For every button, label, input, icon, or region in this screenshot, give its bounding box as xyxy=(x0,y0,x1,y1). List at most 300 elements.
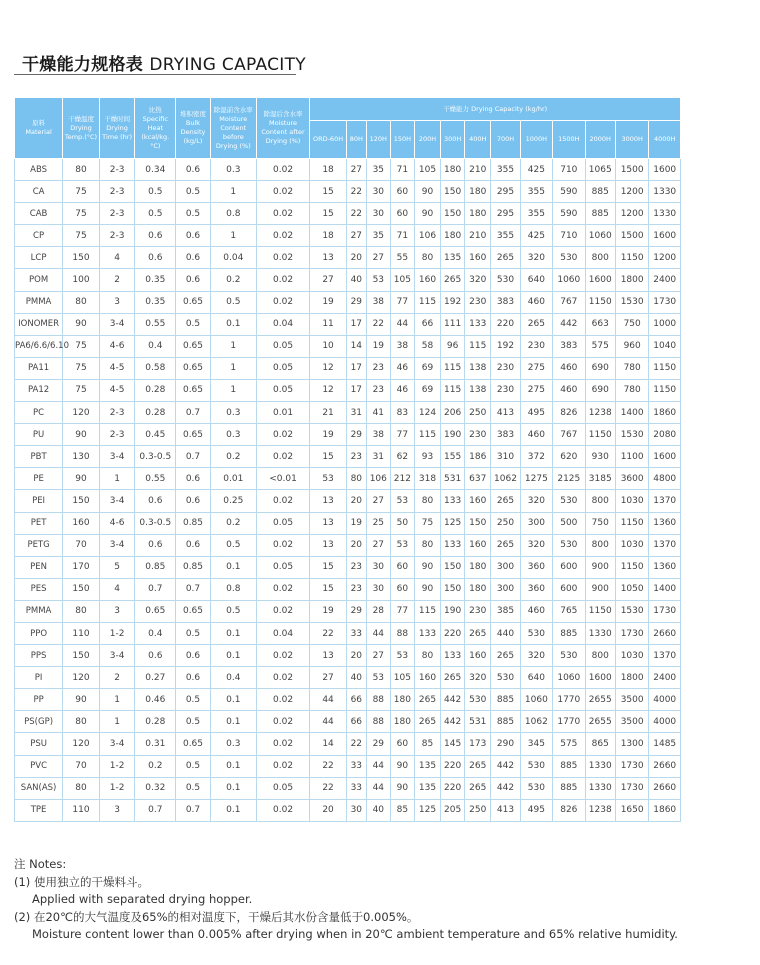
table-cell: 530 xyxy=(520,755,552,777)
table-cell: 885 xyxy=(553,622,585,644)
table-cell: 0.28 xyxy=(135,379,176,401)
table-cell: 0.8 xyxy=(210,203,256,225)
table-cell: 383 xyxy=(553,335,585,357)
table-cell: 66 xyxy=(346,689,366,711)
table-cell: 320 xyxy=(520,247,552,269)
table-cell: 180 xyxy=(441,225,465,247)
table-cell: 190 xyxy=(441,424,465,446)
table-cell: 210 xyxy=(465,225,491,247)
table-cell: 96 xyxy=(441,335,465,357)
table-row xyxy=(15,181,681,203)
table-cell: 80 xyxy=(63,777,100,799)
table-cell: 0.04 xyxy=(256,313,309,335)
table-cell: 30 xyxy=(366,556,390,578)
table-cell: 30 xyxy=(346,799,366,821)
table-cell: 2400 xyxy=(649,667,681,689)
table-cell: 160 xyxy=(63,512,100,534)
header-moisture-after: 除湿后含水率 Moisture Content after Drying (%) xyxy=(256,98,309,159)
table-cell: 265 xyxy=(491,645,520,667)
table-cell: 0.3 xyxy=(210,424,256,446)
table-cell: 38 xyxy=(390,335,414,357)
table-cell: 22 xyxy=(310,777,347,799)
table-cell: 1330 xyxy=(585,622,615,644)
table-cell: 20 xyxy=(346,490,366,512)
table-cell: 77 xyxy=(390,600,414,622)
table-cell: 0.05 xyxy=(256,556,309,578)
table-cell: 160 xyxy=(414,667,440,689)
table-cell: 150 xyxy=(441,578,465,600)
header-model: 120H xyxy=(366,121,390,159)
table-cell: 20 xyxy=(346,534,366,556)
table-cell: 460 xyxy=(520,424,552,446)
table-cell: 13 xyxy=(310,645,347,667)
table-cell: 1330 xyxy=(649,181,681,203)
table-cell: 1062 xyxy=(520,711,552,733)
table-cell: 160 xyxy=(465,645,491,667)
table-cell: 2655 xyxy=(585,689,615,711)
table-row xyxy=(15,446,681,468)
table-cell: 1500 xyxy=(615,225,649,247)
table-cell: 4 xyxy=(99,247,135,269)
table-cell: 90 xyxy=(414,556,440,578)
table-cell: 360 xyxy=(520,556,552,578)
table-cell: 0.05 xyxy=(256,512,309,534)
table-cell: 0.7 xyxy=(176,446,211,468)
table-cell: 23 xyxy=(366,379,390,401)
table-cell: 2-3 xyxy=(99,402,135,424)
table-cell: 29 xyxy=(346,291,366,313)
table-cell: 0.5 xyxy=(176,777,211,799)
table-cell: 2400 xyxy=(649,269,681,291)
table-cell: 220 xyxy=(441,622,465,644)
table-cell: 0.02 xyxy=(256,181,309,203)
header-specific-heat: 比热 Specific Heat (kcal/kg.°C) xyxy=(135,98,176,159)
table-cell: 130 xyxy=(63,446,100,468)
table-cell: 1530 xyxy=(615,291,649,313)
material-cell: PMMA xyxy=(15,291,63,313)
table-cell: 80 xyxy=(414,247,440,269)
table-cell: 0.6 xyxy=(176,645,211,667)
table-cell: 530 xyxy=(491,667,520,689)
table-cell: 425 xyxy=(520,225,552,247)
table-cell: 88 xyxy=(366,689,390,711)
table-cell: 355 xyxy=(491,225,520,247)
table-row xyxy=(15,622,681,644)
material-cell: PI xyxy=(15,667,63,689)
table-cell: 690 xyxy=(585,379,615,401)
table-cell: 106 xyxy=(414,225,440,247)
table-cell: 1650 xyxy=(615,799,649,821)
table-cell: 1730 xyxy=(615,777,649,799)
table-cell: 640 xyxy=(520,269,552,291)
table-cell: 1065 xyxy=(585,159,615,181)
table-cell: 180 xyxy=(465,578,491,600)
table-cell: 3600 xyxy=(615,468,649,490)
material-cell: LCP xyxy=(15,247,63,269)
table-cell: 0.5 xyxy=(176,181,211,203)
table-cell: 0.8 xyxy=(210,578,256,600)
table-cell: 0.02 xyxy=(256,159,309,181)
table-cell: 75 xyxy=(63,379,100,401)
table-cell: 320 xyxy=(520,490,552,512)
table-cell: 442 xyxy=(441,689,465,711)
table-cell: 1-2 xyxy=(99,777,135,799)
table-cell: 1730 xyxy=(615,622,649,644)
table-cell: 460 xyxy=(553,379,585,401)
table-cell: 0.28 xyxy=(135,402,176,424)
material-cell: PPO xyxy=(15,622,63,644)
table-cell: 75 xyxy=(63,357,100,379)
material-cell: PES xyxy=(15,578,63,600)
table-cell: 138 xyxy=(465,379,491,401)
header-drying-time: 干燥时间 Drying Time (hr) xyxy=(99,98,135,159)
table-cell: 210 xyxy=(465,159,491,181)
table-cell: 885 xyxy=(585,203,615,225)
table-cell: 155 xyxy=(441,446,465,468)
table-cell: 1050 xyxy=(615,578,649,600)
table-cell: 250 xyxy=(491,512,520,534)
table-cell: 275 xyxy=(520,357,552,379)
table-cell: 80 xyxy=(63,291,100,313)
table-cell: 865 xyxy=(585,733,615,755)
table-cell: 205 xyxy=(441,799,465,821)
table-cell: 0.01 xyxy=(256,402,309,424)
table-cell: 0.6 xyxy=(176,247,211,269)
table-cell: 383 xyxy=(491,291,520,313)
table-cell: 750 xyxy=(585,512,615,534)
table-cell: 150 xyxy=(441,181,465,203)
table-cell: 3 xyxy=(99,291,135,313)
table-cell: 19 xyxy=(346,512,366,534)
drying-capacity-table xyxy=(14,97,681,822)
table-cell: 27 xyxy=(310,667,347,689)
table-cell: 1330 xyxy=(649,203,681,225)
table-cell: 75 xyxy=(63,181,100,203)
table-cell: 600 xyxy=(553,578,585,600)
table-cell: 0.35 xyxy=(135,269,176,291)
table-cell: 27 xyxy=(346,225,366,247)
table-cell: 530 xyxy=(553,645,585,667)
table-cell: 115 xyxy=(441,357,465,379)
table-cell: 2 xyxy=(99,667,135,689)
table-cell: 460 xyxy=(520,600,552,622)
table-cell: 1400 xyxy=(615,402,649,424)
table-cell: 90 xyxy=(390,777,414,799)
table-cell: 0.1 xyxy=(210,711,256,733)
table-cell: 230 xyxy=(491,379,520,401)
table-cell: 1 xyxy=(99,468,135,490)
table-cell: 1030 xyxy=(615,645,649,667)
table-cell: 15 xyxy=(310,203,347,225)
table-cell: 1800 xyxy=(615,667,649,689)
table-body xyxy=(15,159,681,822)
table-cell: 1730 xyxy=(649,600,681,622)
table-cell: 1060 xyxy=(553,667,585,689)
table-cell: 1060 xyxy=(520,689,552,711)
material-cell: PMMA xyxy=(15,600,63,622)
table-cell: 442 xyxy=(491,777,520,799)
table-cell: 460 xyxy=(553,357,585,379)
table-cell: 0.2 xyxy=(210,512,256,534)
note-2-en: Moisture content lower than 0.005% after drying when in 20℃ ambient temperature and 65% relative humidity. xyxy=(32,927,678,941)
table-cell: 14 xyxy=(346,335,366,357)
table-cell: 0.01 xyxy=(210,468,256,490)
table-cell: 1360 xyxy=(649,556,681,578)
table-cell: 106 xyxy=(366,468,390,490)
table-cell: 133 xyxy=(441,490,465,512)
table-cell: 1 xyxy=(210,379,256,401)
table-cell: 1330 xyxy=(585,755,615,777)
table-cell: 135 xyxy=(414,777,440,799)
table-cell: 442 xyxy=(491,755,520,777)
header-model: 1500H xyxy=(553,121,585,159)
table-cell: 1860 xyxy=(649,799,681,821)
table-cell: 1-2 xyxy=(99,622,135,644)
table-cell: 0.02 xyxy=(256,291,309,313)
material-cell: PBT xyxy=(15,446,63,468)
table-cell: 28 xyxy=(366,600,390,622)
material-cell: CP xyxy=(15,225,63,247)
table-cell: 800 xyxy=(585,490,615,512)
material-cell: SAN(AS) xyxy=(15,777,63,799)
table-cell: 1600 xyxy=(649,446,681,468)
table-cell: 0.7 xyxy=(135,578,176,600)
table-cell: 1238 xyxy=(585,799,615,821)
table-cell: 0.5 xyxy=(176,313,211,335)
table-cell: 0.65 xyxy=(176,733,211,755)
table-cell: 800 xyxy=(585,247,615,269)
table-cell: 1600 xyxy=(649,225,681,247)
table-cell: 1150 xyxy=(585,291,615,313)
table-cell: 27 xyxy=(366,490,390,512)
table-cell: 1360 xyxy=(649,512,681,534)
material-cell: IONOMER xyxy=(15,313,63,335)
table-cell: 1600 xyxy=(585,667,615,689)
table-cell: 690 xyxy=(585,357,615,379)
table-cell: 90 xyxy=(390,755,414,777)
table-cell: 0.65 xyxy=(176,600,211,622)
table-cell: 575 xyxy=(585,335,615,357)
table-cell: 150 xyxy=(465,512,491,534)
table-cell: 66 xyxy=(346,711,366,733)
table-cell: 265 xyxy=(491,534,520,556)
table-cell: 0.65 xyxy=(135,600,176,622)
table-cell: 90 xyxy=(414,578,440,600)
table-cell: 115 xyxy=(414,600,440,622)
table-cell: 413 xyxy=(491,799,520,821)
table-cell: 17 xyxy=(346,313,366,335)
table-cell: 1300 xyxy=(615,733,649,755)
table-cell: 826 xyxy=(553,402,585,424)
table-cell: 15 xyxy=(310,578,347,600)
table-cell: 27 xyxy=(366,645,390,667)
table-cell: 0.3 xyxy=(210,159,256,181)
table-cell: 0.7 xyxy=(176,578,211,600)
table-cell: 138 xyxy=(465,357,491,379)
table-cell: 120 xyxy=(63,667,100,689)
table-cell: 383 xyxy=(491,424,520,446)
title-zh: 干燥能力规格表 xyxy=(22,55,144,75)
table-cell: 0.5 xyxy=(176,622,211,644)
table-cell: 0.02 xyxy=(256,711,309,733)
table-cell: 1 xyxy=(210,181,256,203)
table-cell: 88 xyxy=(390,622,414,644)
table-cell: 0.02 xyxy=(256,667,309,689)
table-cell: 1370 xyxy=(649,534,681,556)
table-cell: 4-6 xyxy=(99,335,135,357)
table-cell: 637 xyxy=(465,468,491,490)
table-cell: 150 xyxy=(63,645,100,667)
table-cell: 530 xyxy=(465,689,491,711)
note-1-en: Applied with separated drying hopper. xyxy=(32,892,253,906)
table-cell: 23 xyxy=(366,357,390,379)
table-cell: 88 xyxy=(366,711,390,733)
table-cell: 0.1 xyxy=(210,799,256,821)
table-cell: 885 xyxy=(491,689,520,711)
table-cell: 80 xyxy=(414,534,440,556)
table-cell: 440 xyxy=(491,622,520,644)
table-cell: 135 xyxy=(414,755,440,777)
material-cell: PE xyxy=(15,468,63,490)
note-2-zh: (2) 在20℃的大气温度及65%的相对温度下，干燥后其水份含量低于0.005%。 xyxy=(14,909,419,924)
table-cell: 62 xyxy=(390,446,414,468)
table-cell: 15 xyxy=(310,556,347,578)
table-cell: 70 xyxy=(63,755,100,777)
table-cell: 1040 xyxy=(649,335,681,357)
table-cell: 0.46 xyxy=(135,689,176,711)
table-cell: 0.3-0.5 xyxy=(135,446,176,468)
table-cell: 18 xyxy=(310,159,347,181)
table-cell: 2-3 xyxy=(99,225,135,247)
table-cell: 0.2 xyxy=(210,446,256,468)
table-cell: 160 xyxy=(414,269,440,291)
table-cell: 230 xyxy=(465,291,491,313)
table-cell: 530 xyxy=(553,247,585,269)
table-cell: 60 xyxy=(390,556,414,578)
table-cell: 15 xyxy=(310,446,347,468)
table-cell: 0.3 xyxy=(210,402,256,424)
notes xyxy=(14,856,678,944)
table-cell: 0.6 xyxy=(135,225,176,247)
table-cell: 385 xyxy=(491,600,520,622)
table-cell: 150 xyxy=(63,490,100,512)
table-cell: 1600 xyxy=(585,269,615,291)
table-cell: 38 xyxy=(366,291,390,313)
table-cell: 22 xyxy=(346,203,366,225)
table-cell: 20 xyxy=(346,645,366,667)
table-cell: 295 xyxy=(491,203,520,225)
table-cell: 250 xyxy=(465,402,491,424)
table-cell: 372 xyxy=(520,446,552,468)
table-cell: 531 xyxy=(465,711,491,733)
table-cell: 80 xyxy=(346,468,366,490)
table-cell: 53 xyxy=(366,269,390,291)
table-cell: 170 xyxy=(63,556,100,578)
table-cell: 206 xyxy=(441,402,465,424)
page-title xyxy=(22,50,306,75)
table-cell: 71 xyxy=(390,225,414,247)
table-cell: 0.5 xyxy=(135,181,176,203)
table-cell: 800 xyxy=(585,645,615,667)
table-cell: 0.6 xyxy=(176,667,211,689)
table-cell: 265 xyxy=(465,755,491,777)
table-cell: 290 xyxy=(491,733,520,755)
table-cell: 0.5 xyxy=(176,755,211,777)
table-cell: 85 xyxy=(390,799,414,821)
material-cell: PA12 xyxy=(15,379,63,401)
table-cell: 530 xyxy=(520,777,552,799)
table-cell: 0.1 xyxy=(210,645,256,667)
table-cell: 38 xyxy=(366,424,390,446)
table-cell: 1100 xyxy=(615,446,649,468)
table-cell: 1200 xyxy=(615,203,649,225)
header-model: 1000H xyxy=(520,121,552,159)
table-cell: 71 xyxy=(390,159,414,181)
table-cell: 0.04 xyxy=(256,622,309,644)
table-cell: 767 xyxy=(553,424,585,446)
table-cell: 355 xyxy=(520,181,552,203)
table-cell: 12 xyxy=(310,357,347,379)
table-cell: 0.1 xyxy=(210,777,256,799)
table-cell: 220 xyxy=(491,313,520,335)
table-cell: 44 xyxy=(366,755,390,777)
table-cell: 110 xyxy=(63,799,100,821)
table-cell: 0.6 xyxy=(135,490,176,512)
table-cell: 0.4 xyxy=(135,335,176,357)
table-cell: 0.65 xyxy=(176,379,211,401)
table-cell: 4800 xyxy=(649,468,681,490)
table-cell: 250 xyxy=(465,799,491,821)
table-cell: 90 xyxy=(63,468,100,490)
header-model: 3000H xyxy=(615,121,649,159)
table-cell: 0.6 xyxy=(176,159,211,181)
table-cell: 800 xyxy=(585,534,615,556)
table-cell: 0.34 xyxy=(135,159,176,181)
material-cell: PU xyxy=(15,424,63,446)
table-cell: 265 xyxy=(441,269,465,291)
table-cell: 69 xyxy=(414,379,440,401)
table-cell: 75 xyxy=(414,512,440,534)
table-cell: 230 xyxy=(520,335,552,357)
table-cell: 0.6 xyxy=(135,645,176,667)
table-cell: 310 xyxy=(491,446,520,468)
table-cell: 1275 xyxy=(520,468,552,490)
table-cell: 930 xyxy=(585,446,615,468)
table-cell: 1060 xyxy=(553,269,585,291)
table-cell: 500 xyxy=(553,512,585,534)
table-cell: 115 xyxy=(441,379,465,401)
table-cell: 230 xyxy=(465,424,491,446)
header-bulk-density: 堆积密度 Bulk Density (kg/L) xyxy=(176,98,211,159)
table-cell: 23 xyxy=(346,446,366,468)
table-cell: 17 xyxy=(346,357,366,379)
table-cell: 2-3 xyxy=(99,203,135,225)
material-cell: PS(GP) xyxy=(15,711,63,733)
table-cell: 66 xyxy=(414,313,440,335)
table-cell: 0.5 xyxy=(176,711,211,733)
table-cell: 1150 xyxy=(649,379,681,401)
table-cell: 1 xyxy=(210,357,256,379)
table-cell: 0.02 xyxy=(256,490,309,512)
table-cell: 0.02 xyxy=(256,645,309,667)
table-cell: 192 xyxy=(441,291,465,313)
table-row xyxy=(15,534,681,556)
header-model: 300H xyxy=(441,121,465,159)
table-cell: 530 xyxy=(491,269,520,291)
table-cell: 44 xyxy=(390,313,414,335)
table-row xyxy=(15,402,681,424)
table-cell: 0.2 xyxy=(210,269,256,291)
